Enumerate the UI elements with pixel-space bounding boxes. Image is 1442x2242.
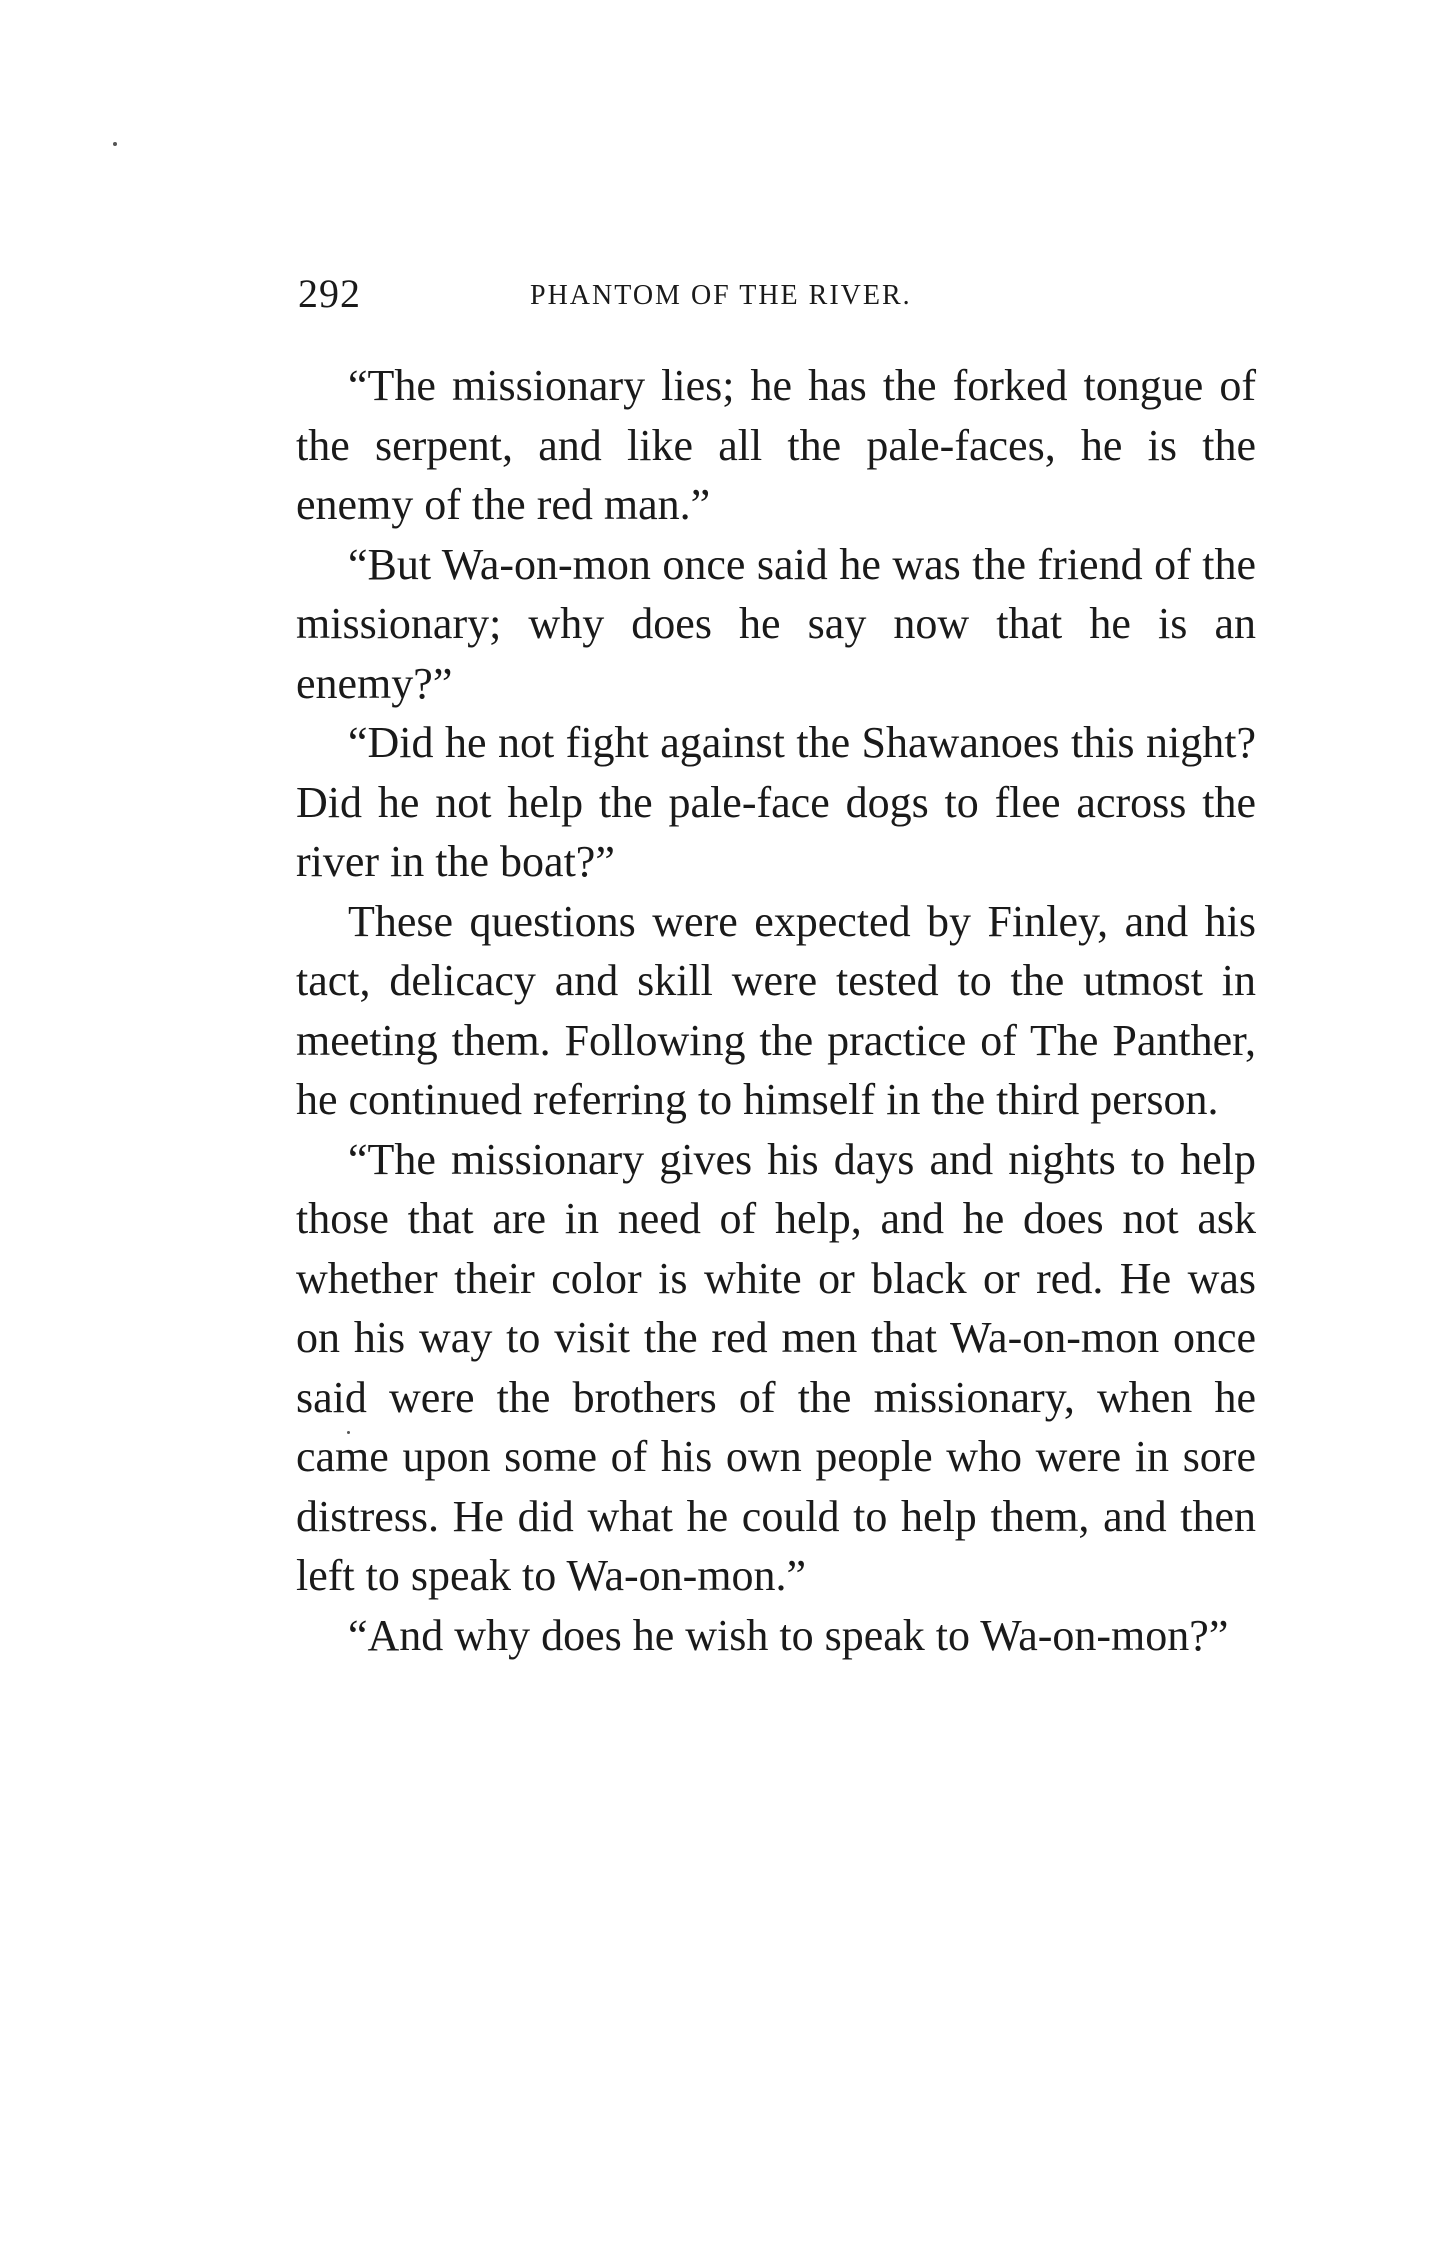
page-number: 292 xyxy=(298,271,361,316)
paragraph: “The missionary lies; he has the forked tongue of the serpent, and like all the pale-faces, he is the enemy of the red man.” xyxy=(296,361,1256,529)
paragraph: “But Wa-on-mon once said he was the friend of the missionary; why does he say now that he is an enemy?” xyxy=(296,539,1256,708)
paragraph: “And why does he wish to speak to Wa-on-mon?” xyxy=(348,1610,1229,1660)
page-header xyxy=(298,270,1258,320)
running-title: PHANTOM OF THE RIVER. xyxy=(530,280,912,311)
body-text xyxy=(296,356,1256,1665)
print-speck xyxy=(113,142,117,146)
paragraph: These questions were expected by Finley, and his tact, delicacy and skill were tested to the utmost in meeting them. Following the practice of The Panther, he continued referring to himself in the third person. xyxy=(296,896,1256,1124)
paragraph: “Did he not fight against the Shawanoes this night? Did he not help the pale-face dogs to flee across the river in the boat?” xyxy=(296,718,1256,886)
paragraph: “The missionary gives his days and nights to help those that are in need of help, and he does not ask whether their color is white or black or red. He was on his way to visit the red men that Wa-on-mon once said were the brothers of the missionary, when he came upon some of his own people who were in sore distress. He did what he could to help them, and then left to speak to Wa-on-mon.” xyxy=(296,1134,1256,1600)
